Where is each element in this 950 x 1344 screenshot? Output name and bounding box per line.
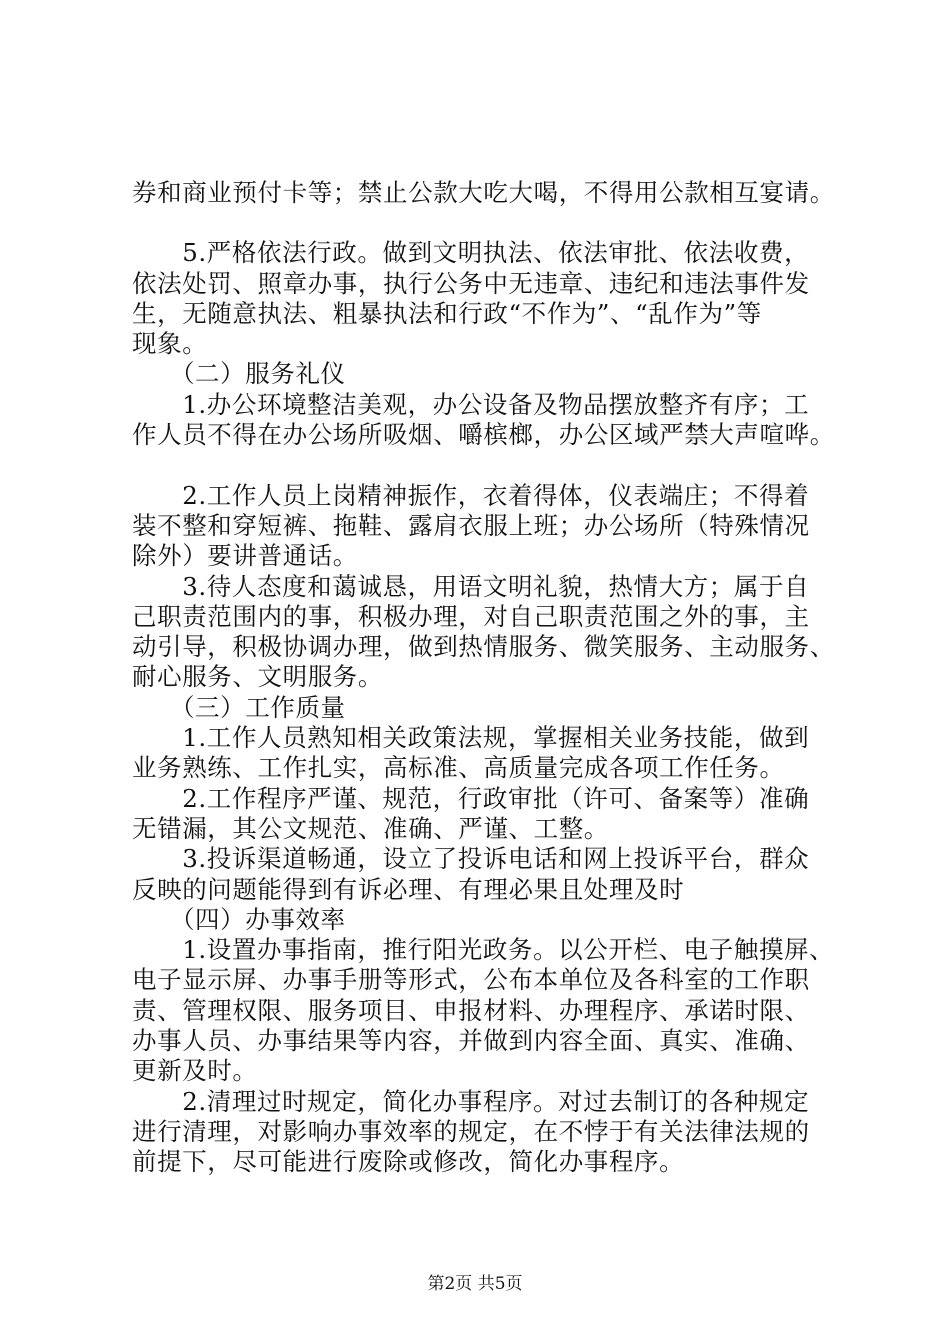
text-line: 依法处罚、照章办事，执行公务中无违章、违纪和违法事件发 (132, 269, 810, 298)
text-line: 反映的问题能得到有诉必理、有理必果且处理及时 (132, 875, 685, 904)
text-line: 动引导，积极协调办理，做到热情服务、微笑服务、主动服务、 (132, 632, 835, 661)
text-line: 前提下，尽可能进行废除或修改，简化办事程序。 (132, 1147, 685, 1176)
text-line: 1.办公环境整洁美观，办公设备及物品摆放整齐有序；工 (132, 390, 810, 419)
text-line: 3.投诉渠道畅通，设立了投诉电话和网上投诉平台，群众 (132, 844, 810, 873)
section-heading: （二）服务礼仪 (132, 359, 346, 388)
text-line: 除外）要讲普通话。 (132, 541, 358, 570)
text-line: 更新及时。 (132, 1056, 258, 1085)
section-heading: （四）办事效率 (132, 905, 346, 934)
text-line: 进行清理，对影响办事效率的规定，在不悖于有关法律法规的 (132, 1117, 810, 1146)
text-line: 2.清理过时规定，简化办事程序。对过去制订的各种规定 (132, 1087, 810, 1116)
text-line: 3.待人态度和蔼诚恳，用语文明礼貌，热情大方；属于自 (132, 572, 810, 601)
text-line: 5.严格依法行政。做到文明执法、依法审批、依法收费， (132, 238, 810, 267)
text-line: 电子显示屏、办事手册等形式，公布本单位及各科室的工作职 (132, 965, 810, 994)
text-line: 业务熟练、工作扎实，高标准、高质量完成各项工作任务。 (132, 753, 785, 782)
text-line: 2.工作人员上岗精神振作，衣着得体，仪表端庄；不得着 (132, 481, 810, 510)
text-line: 己职责范围内的事，积极办理，对自己职责范围之外的事，主 (132, 602, 810, 631)
text-line: 现象。 (132, 329, 208, 358)
text-line: 生，无随意执法、粗暴执法和行政“不作为”、“乱作为”等 (132, 299, 762, 328)
text-line: 1.工作人员熟知相关政策法规，掌握相关业务技能，做到 (132, 723, 810, 752)
text-line: 1.设置办事指南，推行阳光政务。以公开栏、电子触摸屏、 (132, 935, 835, 964)
page-number-footer: 第2页 共5页 (427, 1274, 523, 1294)
text-line: 装不整和穿短裤、拖鞋、露肩衣服上班；办公场所（特殊情况 (132, 511, 810, 540)
text-line: 作人员不得在办公场所吸烟、嚼槟榔，办公区域严禁大声喧哗。 (132, 420, 835, 449)
text-line: 2.工作程序严谨、规范，行政审批（许可、备案等）准确 (132, 784, 810, 813)
text-line: 无错漏，其公文规范、准确、严谨、工整。 (132, 814, 609, 843)
section-heading: （三）工作质量 (132, 693, 346, 722)
text-line: 办事人员、办事结果等内容，并做到内容全面、真实、准确、 (132, 1026, 810, 1055)
text-line: 耐心服务、文明服务。 (132, 662, 383, 691)
text-line: 券和商业预付卡等；禁止公款大吃大喝，不得用公款相互宴请。 (132, 178, 835, 207)
text-line: 责、管理权限、服务项目、申报材料、办理程序、承诺时限、 (132, 996, 810, 1025)
